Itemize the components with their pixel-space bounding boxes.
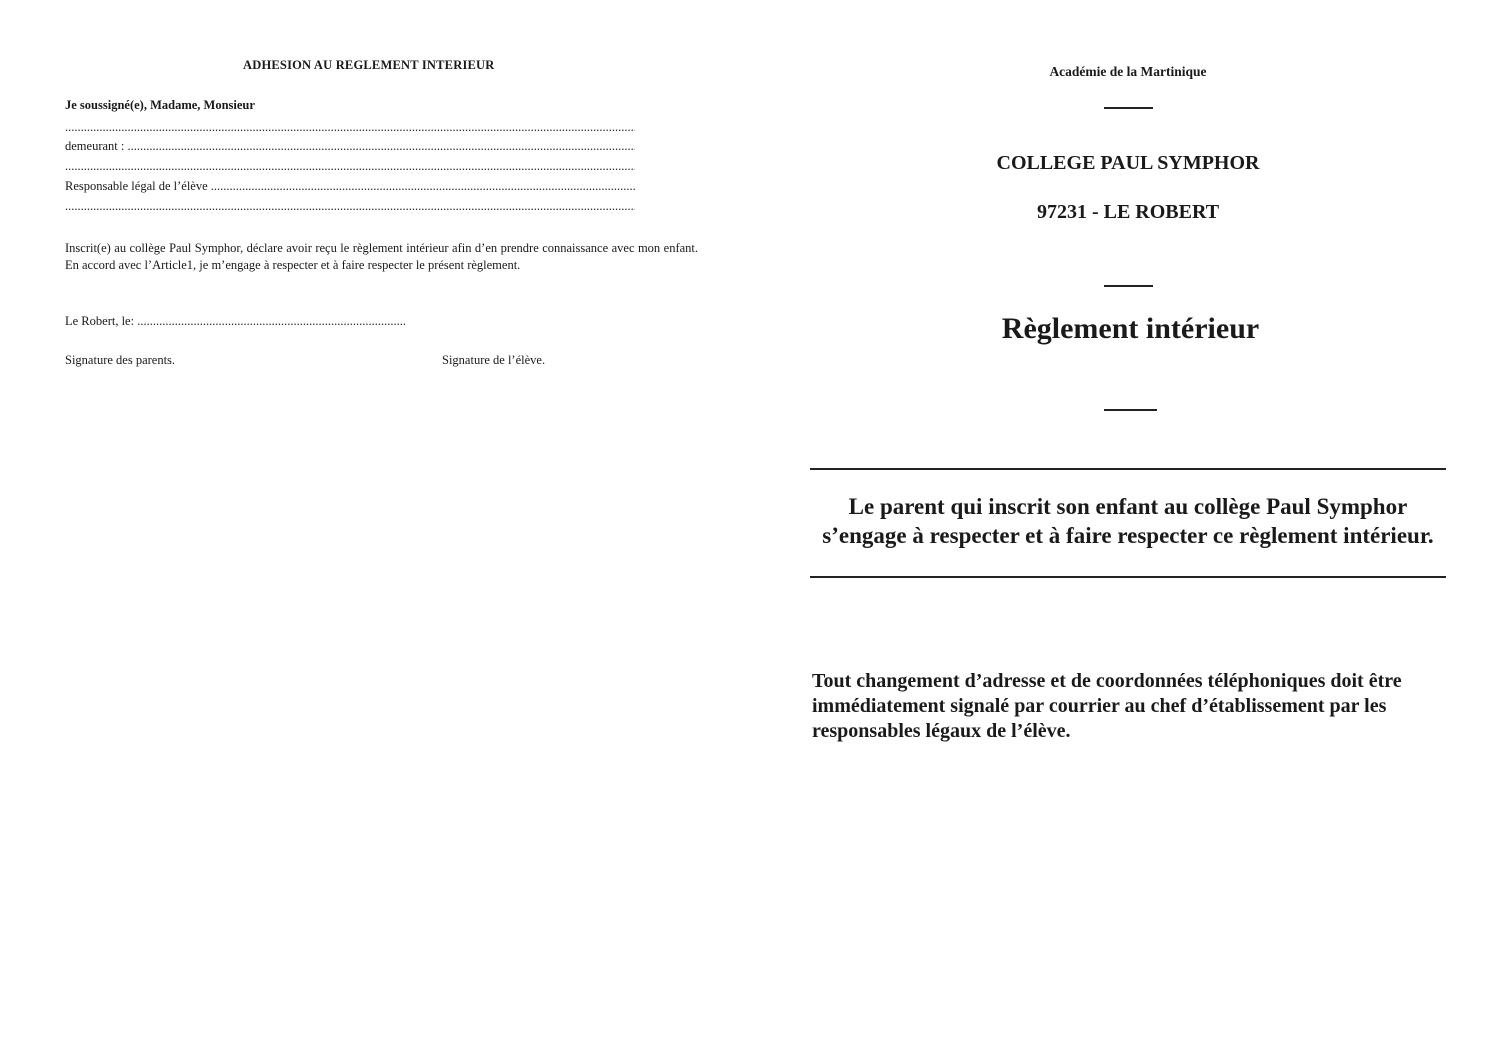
declaration-paragraph: Inscrit(e) au collège Paul Symphor, déclare avoir reçu le règlement intérieur afin d’en prendre connaissance avec mon enfant. En accord avec l’Article1, je m’engage à respecter et à faire respecter le présent règlement. [65,241,698,272]
separator-dash [1104,409,1157,411]
academie-header: Académie de la Martinique [1049,64,1207,79]
intro-line: Je soussigné(e), Madame, Monsieur [65,98,255,112]
engagement-statement: Le parent qui inscrit son enfant au collège Paul Symphor s’engage à respecter et à faire respecter ce règlement intérieur. [822,494,1434,548]
address-continuation-line[interactable] [65,159,635,174]
address-field-line[interactable] [65,139,635,154]
parents-signature-label: Signature des parents. [65,353,176,367]
top-rule [810,468,1446,470]
name-field-line[interactable] [65,120,635,135]
separator-dash [1104,285,1153,287]
address-label: demeurant : [65,139,128,153]
guardian-field-line[interactable] [65,179,635,194]
date-field-line[interactable] [65,314,405,329]
right-page [748,0,1497,1058]
date-label: Le Robert, le: [65,314,138,328]
adhesion-title: ADHESION AU REGLEMENT INTERIEUR [243,58,495,72]
address-change-notice: Tout changement d’adresse et de coordonnées téléphoniques doit être immédiatement signalé par courrier au chef d’établissement par les responsables légaux de l’élève. [812,670,1402,742]
college-name: COLLEGE PAUL SYMPHOR [996,152,1260,174]
extra-field-line[interactable] [65,199,635,214]
college-city: 97231 - LE ROBERT [1036,201,1220,223]
document-title: Règlement intérieur [1001,312,1260,345]
student-signature-label: Signature de l’élève. [442,353,546,367]
bottom-rule [810,576,1446,578]
left-page [0,0,748,1058]
guardian-label: Responsable légal de l’élève [65,179,211,193]
separator-dash [1104,107,1153,109]
